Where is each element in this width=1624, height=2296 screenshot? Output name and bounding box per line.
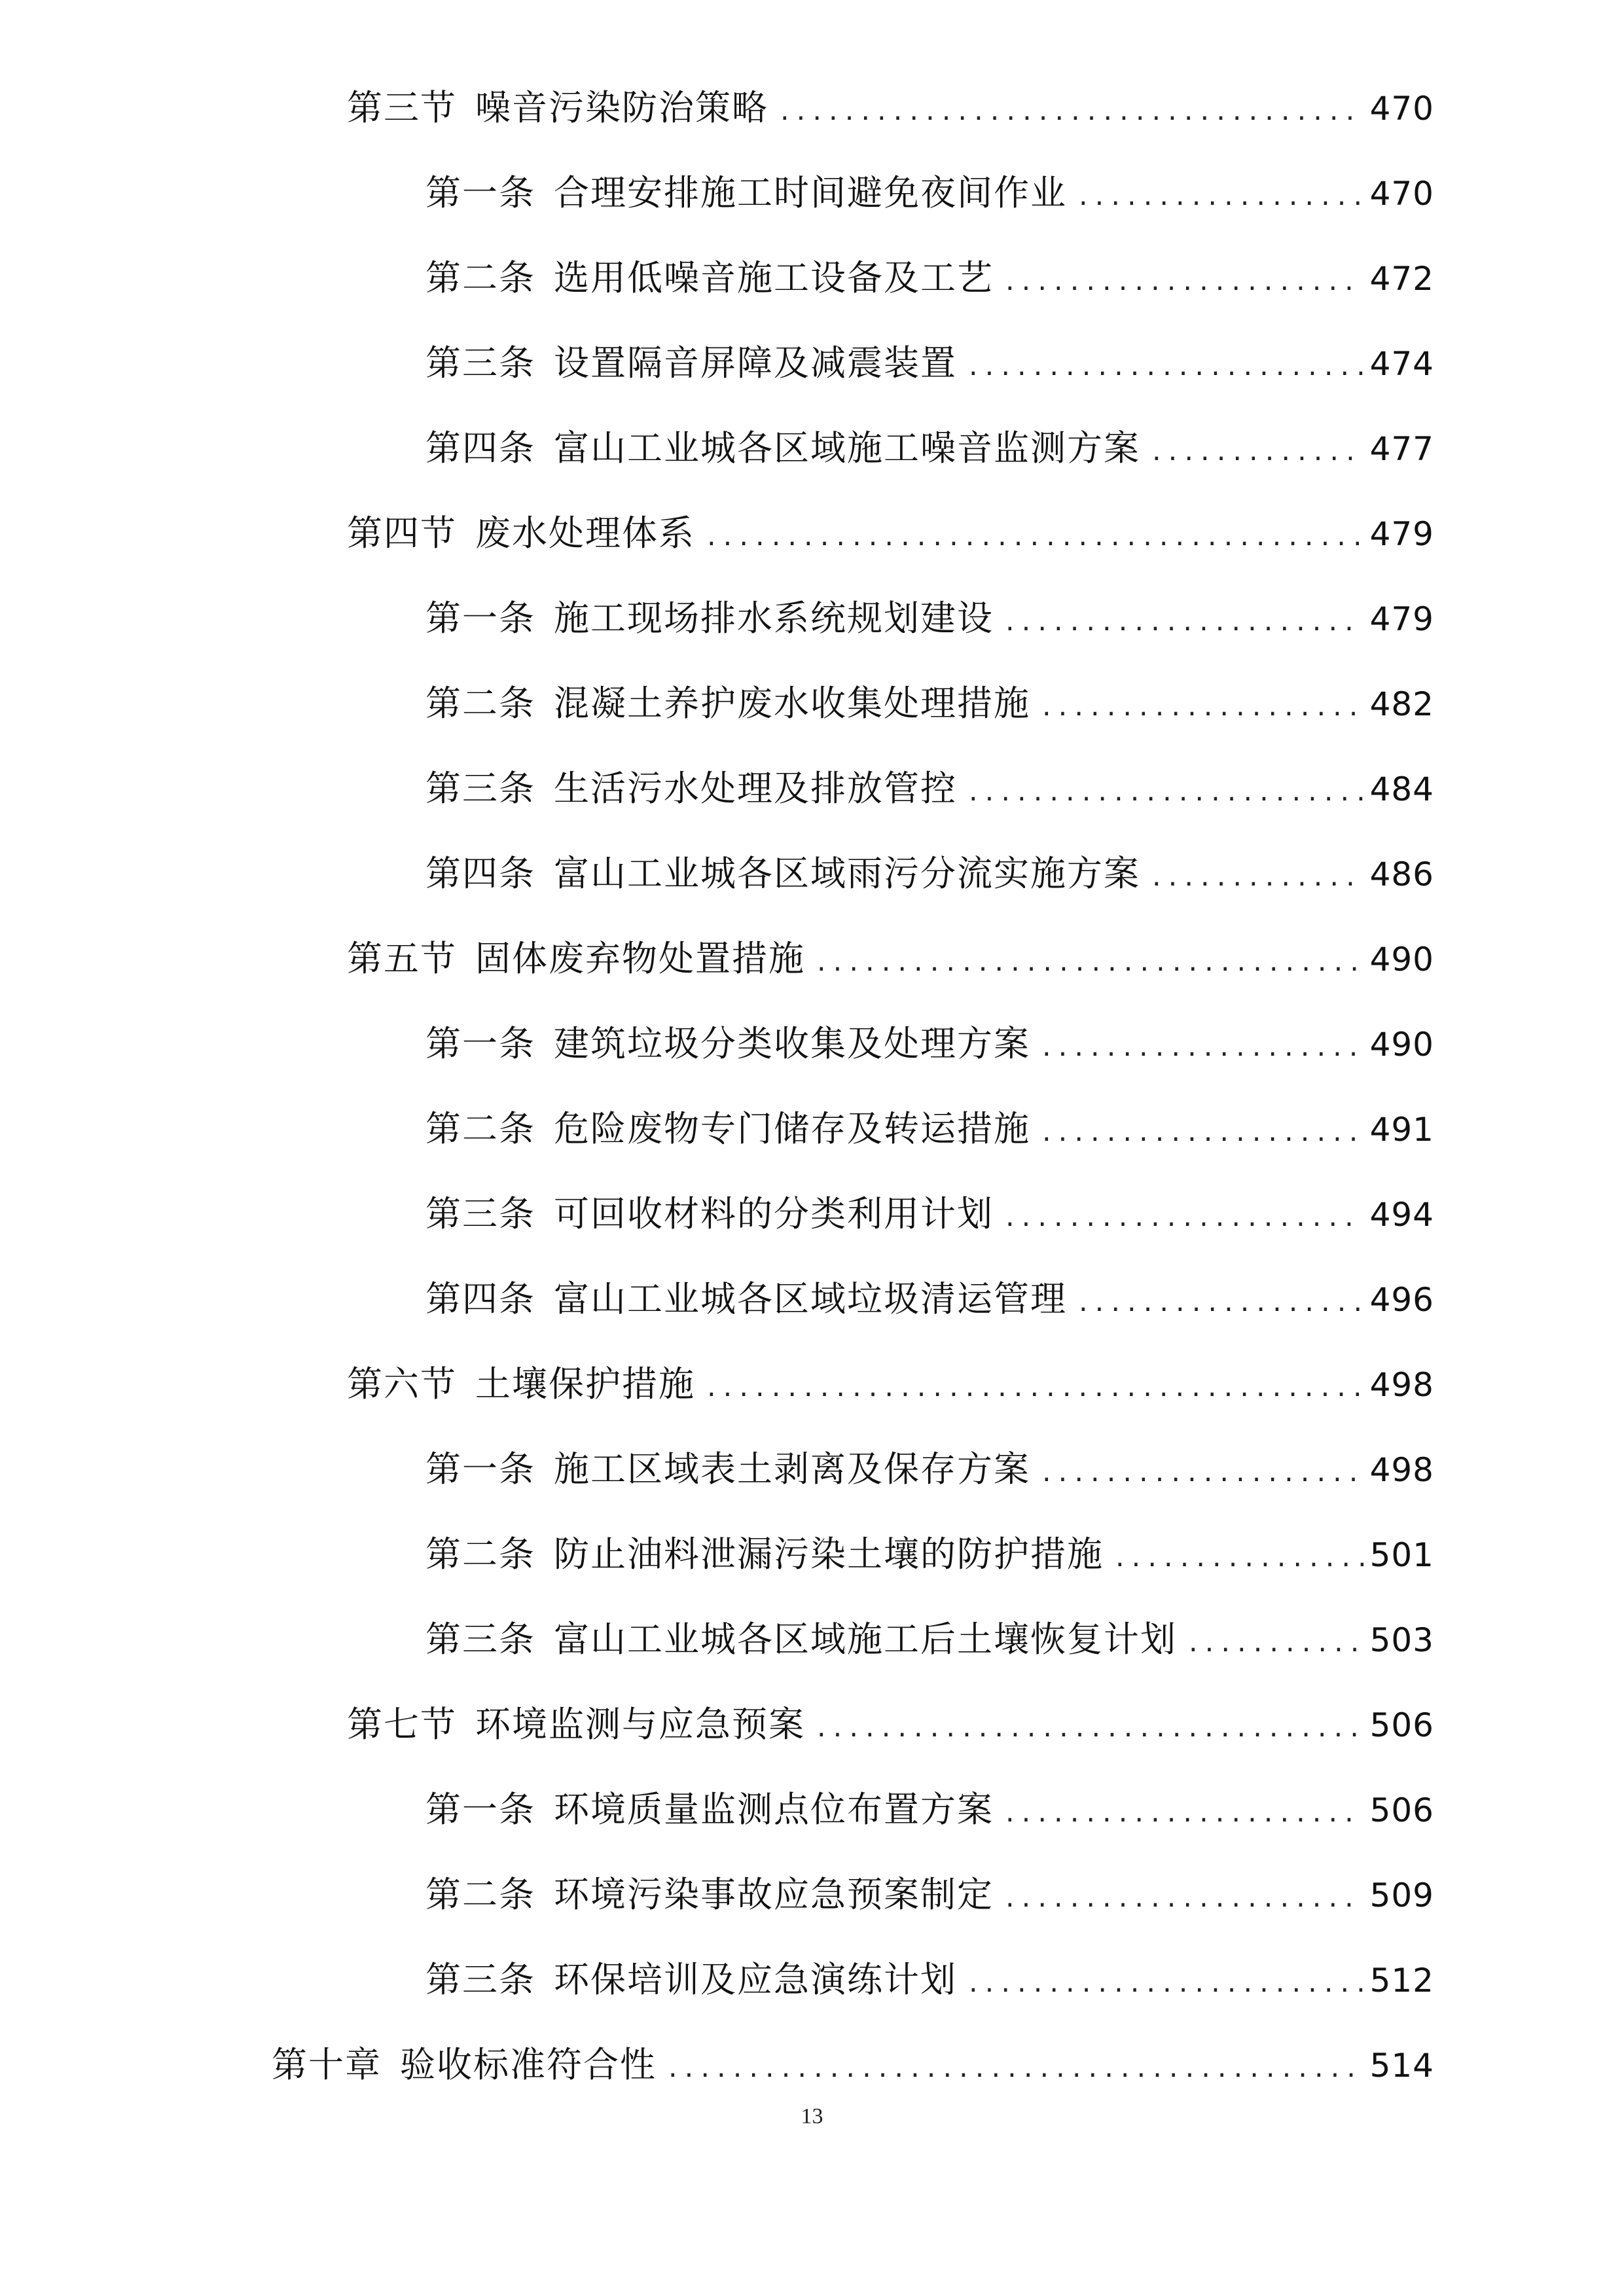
- toc-entry-label: 第四节: [347, 512, 457, 554]
- toc-entry-article[interactable]: [425, 1865, 1434, 1924]
- toc-entry-page: 491: [1369, 1111, 1434, 1149]
- toc-entry-title: 建筑垃圾分类收集及处理方案: [554, 1023, 1030, 1064]
- toc-entry-page: 498: [1369, 1366, 1434, 1404]
- toc-entry-label: 第四条: [425, 1278, 535, 1319]
- toc-entry-label: 第二条: [425, 683, 535, 724]
- toc-entry-article[interactable]: [425, 1610, 1434, 1669]
- toc-entry-title: 噪音污染防治策略: [475, 87, 768, 128]
- toc-entry-page: 474: [1369, 345, 1434, 383]
- toc-dot-leader: [1076, 1274, 1363, 1333]
- toc-entry-page: 496: [1369, 1281, 1434, 1319]
- toc-entry-title: 废水处理体系: [475, 512, 695, 554]
- toc-dot-leader: [1003, 253, 1363, 312]
- toc-entry-title: 富山工业城各区域垃圾清运管理: [554, 1278, 1067, 1319]
- toc-entry-title: 富山工业城各区域施工后土壤恢复计划: [554, 1619, 1177, 1660]
- toc-dot-leader: [1149, 423, 1363, 482]
- toc-entry-article[interactable]: [425, 844, 1434, 903]
- toc-entry-label: 第三条: [425, 1619, 535, 1660]
- toc-entry-page: 490: [1369, 1026, 1434, 1064]
- toc-entry-article[interactable]: [425, 674, 1434, 733]
- toc-entry-title: 可回收材料的分类利用计划: [554, 1193, 994, 1234]
- toc-dot-leader: [1113, 1530, 1363, 1588]
- toc-entry-label: 第一条: [425, 598, 535, 639]
- toc-entry-page: 494: [1369, 1196, 1434, 1234]
- toc-entry-label: 第二条: [425, 1874, 535, 1915]
- toc-entry-article[interactable]: [425, 419, 1434, 478]
- toc-entry-label: 第三条: [425, 1959, 535, 2000]
- toc-entry-label: 第四条: [425, 427, 535, 469]
- toc-entry-title: 防止油料泄漏污染土壤的防护措施: [554, 1534, 1104, 1575]
- toc-entry-label: 第五节: [347, 938, 457, 979]
- toc-dot-leader: [1039, 1104, 1363, 1163]
- toc-entry-page: 490: [1369, 941, 1434, 978]
- toc-entry-title: 环境监测与应急预案: [475, 1704, 805, 1745]
- toc-entry-section[interactable]: [347, 1695, 1434, 1754]
- toc-entry-article[interactable]: [425, 1014, 1434, 1073]
- toc-dot-leader: [1003, 1785, 1363, 1844]
- toc-entry-title: 验收标准符合性: [400, 2044, 657, 2085]
- toc-entry-title: 混凝土养护废水收集处理措施: [554, 683, 1030, 724]
- toc-entry-title: 环境质量监测点位布置方案: [554, 1789, 994, 1830]
- toc-entry-page: 498: [1369, 1451, 1434, 1489]
- toc-dot-leader: [966, 338, 1363, 397]
- toc-entry-section[interactable]: [347, 1355, 1434, 1414]
- toc-dot-leader: [1003, 594, 1363, 653]
- toc-dot-leader: [814, 1700, 1363, 1759]
- toc-entry-article[interactable]: [425, 1780, 1434, 1839]
- toc-entry-page: 482: [1369, 685, 1434, 723]
- toc-entry-section[interactable]: [347, 929, 1434, 988]
- toc-entry-label: 第七节: [347, 1704, 457, 1745]
- toc-entry-title: 土壤保护措施: [475, 1363, 695, 1405]
- toc-dot-leader: [704, 509, 1363, 567]
- toc-entry-page: 514: [1369, 2047, 1434, 2085]
- toc-entry-label: 第三条: [425, 768, 535, 809]
- toc-entry-chapter[interactable]: [272, 2036, 1434, 2094]
- toc-dot-leader: [704, 1359, 1363, 1418]
- toc-dot-leader: [1076, 168, 1363, 227]
- toc-entry-page: 509: [1369, 1876, 1434, 1914]
- toc-entry-label: 第一条: [425, 1448, 535, 1490]
- toc-entry-article[interactable]: [425, 249, 1434, 308]
- toc-entry-page: 472: [1369, 260, 1434, 298]
- toc-dot-leader: [814, 934, 1363, 993]
- toc-entry-article[interactable]: [425, 1100, 1434, 1158]
- toc-entry-article[interactable]: [425, 1950, 1434, 2009]
- toc-entry-title: 合理安排施工时间避免夜间作业: [554, 172, 1067, 213]
- toc-dot-leader: [966, 1955, 1363, 2014]
- toc-entry-label: 第一条: [425, 172, 535, 213]
- toc-entry-label: 第六节: [347, 1363, 457, 1405]
- toc-entry-label: 第一条: [425, 1023, 535, 1064]
- toc-dot-leader: [966, 764, 1363, 823]
- toc-entry-label: 第十章: [272, 2044, 382, 2085]
- toc-entry-label: 第一条: [425, 1789, 535, 1830]
- toc-entry-label: 第三条: [425, 1193, 535, 1234]
- page-number: 13: [801, 2104, 823, 2128]
- toc-entry-page: 506: [1369, 1706, 1434, 1744]
- toc-entry-section[interactable]: [347, 79, 1434, 137]
- toc-dot-leader: [1039, 1444, 1363, 1503]
- toc-entry-page: 512: [1369, 1962, 1434, 2000]
- toc-entry-label: 第二条: [425, 257, 535, 298]
- toc-dot-leader: [1039, 679, 1363, 738]
- toc-dot-leader: [1186, 1615, 1363, 1674]
- toc-entry-title: 选用低噪音施工设备及工艺: [554, 257, 994, 298]
- toc-entry-article[interactable]: [425, 1270, 1434, 1329]
- toc-entry-page: 484: [1369, 770, 1434, 808]
- toc-entry-label: 第三节: [347, 87, 457, 128]
- toc-entry-page: 506: [1369, 1791, 1434, 1829]
- toc-entry-article[interactable]: [425, 1525, 1434, 1584]
- toc-entry-title: 生活污水处理及排放管控: [554, 768, 957, 809]
- toc-entry-label: 第四条: [425, 853, 535, 894]
- toc-entry-section[interactable]: [347, 504, 1434, 563]
- toc-entry-page: 479: [1369, 600, 1434, 638]
- toc-entry-label: 第三条: [425, 342, 535, 384]
- toc-entry-page: 470: [1369, 175, 1434, 213]
- toc-dot-leader: [1149, 849, 1363, 908]
- toc-entry-page: 486: [1369, 855, 1434, 893]
- toc-entry-label: 第二条: [425, 1534, 535, 1575]
- toc-entry-article[interactable]: [425, 334, 1434, 393]
- toc-entry-page: 477: [1369, 430, 1434, 468]
- toc-entry-title: 施工现场排水系统规划建设: [554, 598, 994, 639]
- toc-entry-title: 固体废弃物处置措施: [475, 938, 805, 979]
- toc-entry-article[interactable]: [425, 164, 1434, 223]
- toc-entry-page: 470: [1369, 90, 1434, 128]
- toc-entry-article[interactable]: [425, 759, 1434, 818]
- toc-entry-article[interactable]: [425, 1185, 1434, 1244]
- toc-entry-title: 环保培训及应急演练计划: [554, 1959, 957, 2000]
- toc-entry-page: 501: [1369, 1536, 1434, 1574]
- toc-dot-leader: [1003, 1870, 1363, 1929]
- toc-entry-page: 479: [1369, 515, 1434, 553]
- toc-entry-article[interactable]: [425, 1440, 1434, 1499]
- toc-entry-article[interactable]: [425, 589, 1434, 648]
- toc-entry-title: 危险废物专门储存及转运措施: [554, 1108, 1030, 1149]
- toc-entry-page: 503: [1369, 1621, 1434, 1659]
- toc-entry-label: 第二条: [425, 1108, 535, 1149]
- toc-dot-leader: [666, 2040, 1363, 2099]
- toc-entry-title: 环境污染事故应急预案制定: [554, 1874, 994, 1915]
- toc-dot-leader: [778, 83, 1363, 142]
- toc-entry-title: 施工区域表土剥离及保存方案: [554, 1448, 1030, 1490]
- toc-entry-title: 富山工业城各区域施工噪音监测方案: [554, 427, 1140, 469]
- toc-dot-leader: [1003, 1189, 1363, 1248]
- toc-dot-leader: [1039, 1019, 1363, 1078]
- toc-entry-title: 设置隔音屏障及减震装置: [554, 342, 957, 384]
- toc-entry-title: 富山工业城各区域雨污分流实施方案: [554, 853, 1140, 894]
